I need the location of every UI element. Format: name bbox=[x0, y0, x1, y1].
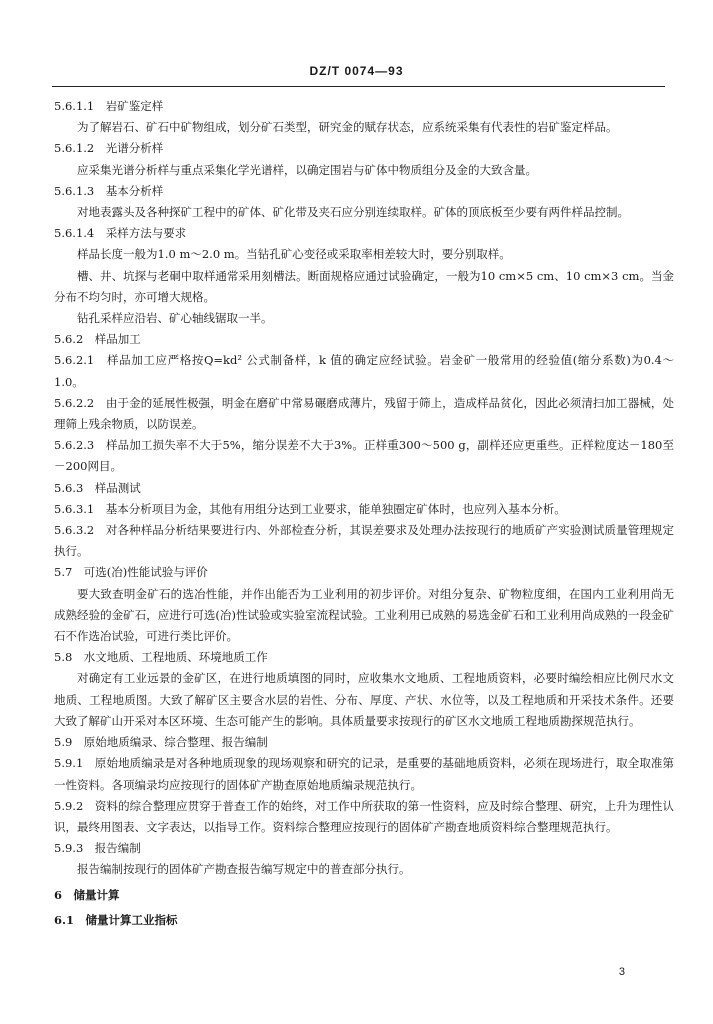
clause-paragraph: 5.9.1 原始地质编录是对各种地质现象的现场观察和研究的记录，是重要的基础地质资料，必须在现场进行，取全取准第一性资料。各项编录均应按现行的固体矿产勘查原始地质编录规范执行。 bbox=[54, 756, 674, 792]
clause-paragraph: 5.6.1.3 基本分析样 bbox=[54, 183, 164, 198]
clause-paragraph: 5.6.1.2 光谱分析样 bbox=[54, 141, 164, 156]
clause-paragraph: 5.6.2 样品加工 bbox=[54, 332, 141, 347]
clause-paragraph: 5.9.3 报告编制 bbox=[54, 841, 141, 856]
body-text bbox=[54, 96, 674, 931]
body-paragraph: 应采集光谱分析样与重点采集化学光谱样，以确定围岩与矿体中物质组分及金的大致含量。 bbox=[77, 162, 537, 177]
standard-code-header: DZ/T 0074—93 bbox=[309, 64, 404, 78]
clause-paragraph: 5.6.2.3 样品加工损失率不大于5%，缩分误差不大于3%。正样重300～500 g，副样还应更重些。正样粒度达－180至－200网目。 bbox=[54, 438, 674, 474]
clause-paragraph: 5.6.1.1 岩矿鉴定样 bbox=[54, 99, 164, 113]
clause-paragraph: 5.6.3.2 对各种样品分析结果要进行内、外部检查分析，其误差要求及处理办法按现行的地质矿产实验测试质量管理规定执行。 bbox=[54, 523, 674, 559]
clause-paragraph: 5.8 水文地质、工程地质、环境地质工作 bbox=[54, 650, 268, 665]
body-paragraph: 对确定有工业远景的金矿区，在进行地质填图的同时，应收集水文地质、工程地质资料，必要时编绘相应比例尺水文地质、工程地质图。大致了解矿区主要含水层的岩性、分布、厚度、产状、水位等，以及工程地质和开采技术条件。还要大致了解矿山开采对本区环境、生态可能产生的影响。具体质量要求按现行的矿区水文地质工程地质勘探规范执行。 bbox=[54, 671, 674, 728]
section-heading: 6 储量计算 bbox=[54, 887, 120, 902]
clause-paragraph: 5.9.2 资料的综合整理应贯穿于普查工作的始终，对工作中所获取的第一性资料，应及时综合整理、研究，上升为理性认识，最终用图表、文字表达，以指导工作。资料综合整理应按现行的固体矿产勘查地质资料综合整理规范执行。 bbox=[54, 798, 674, 834]
clause-paragraph: 5.6.2.1 样品加工应严格按Q=kd² 公式制备样，k 值的确定应经试验。岩金矿一般常用的经验值(缩分系数)为0.4～1.0。 bbox=[54, 353, 674, 389]
clause-paragraph: 5.6.3.1 基本分析项目为金，其他有用组分达到工业要求，能单独圈定矿体时，也应列入基本分析。 bbox=[54, 501, 566, 516]
header-rule bbox=[52, 86, 665, 87]
body-paragraph: 钻孔采样应沿岩、矿心轴线锯取一半。 bbox=[77, 311, 273, 326]
clause-paragraph: 5.6.1.4 采样方法与要求 bbox=[54, 226, 187, 241]
clause-paragraph: 5.6.2.2 由于金的延展性极强，明金在磨矿中常易碾磨成薄片，残留于筛上，造成样品贫化，因此必须清扫加工器械，处理筛上残余物质，以防误差。 bbox=[54, 395, 674, 432]
body-paragraph: 对地表露头及各种探矿工程中的矿体、矿化带及夹石应分别连续取样。矿体的顶底板至少要有两件样品控制。 bbox=[77, 205, 629, 220]
body-paragraph: 要大致查明金矿石的选冶性能，并作出能否为工业利用的初步评价。对组分复杂、矿物粒度细，在国内工业利用尚无成熟经验的金矿石，应进行可选(冶)性试验或实验室流程试验。工业利用已成熟的易选金矿石和工业利用尚成熟的一段金矿石不作选冶试验，可进行类比评价。 bbox=[54, 586, 674, 644]
clause-paragraph: 5.7 可选(冶)性能试验与评价 bbox=[54, 565, 208, 580]
section-heading: 6.1 储量计算工业指标 bbox=[54, 912, 178, 927]
body-paragraph: 报告编制按现行的固体矿产勘查报告编写规定中的普查部分执行。 bbox=[77, 862, 411, 877]
page-number: 3 bbox=[618, 966, 625, 978]
clause-paragraph: 5.6.3 样品测试 bbox=[54, 480, 141, 495]
clause-paragraph: 5.9 原始地质编录、综合整理、报告编制 bbox=[54, 735, 268, 750]
body-paragraph: 为了解岩石、矿石中矿物组成，划分矿石类型，研究金的赋存状态，应系统采集有代表性的岩矿鉴定样品。 bbox=[77, 120, 618, 135]
body-paragraph: 槽、井、坑探与老硐中取样通常采用刻槽法。断面规格应通过试验确定，一般为10 cm×5 cm、10 cm×3 cm。当金分布不均匀时，亦可增大规格。 bbox=[54, 268, 674, 304]
body-paragraph: 样品长度一般为1.0 m～2.0 m。当钻孔矿心变径或采取率相差较大时，要分别取样。 bbox=[77, 247, 511, 262]
